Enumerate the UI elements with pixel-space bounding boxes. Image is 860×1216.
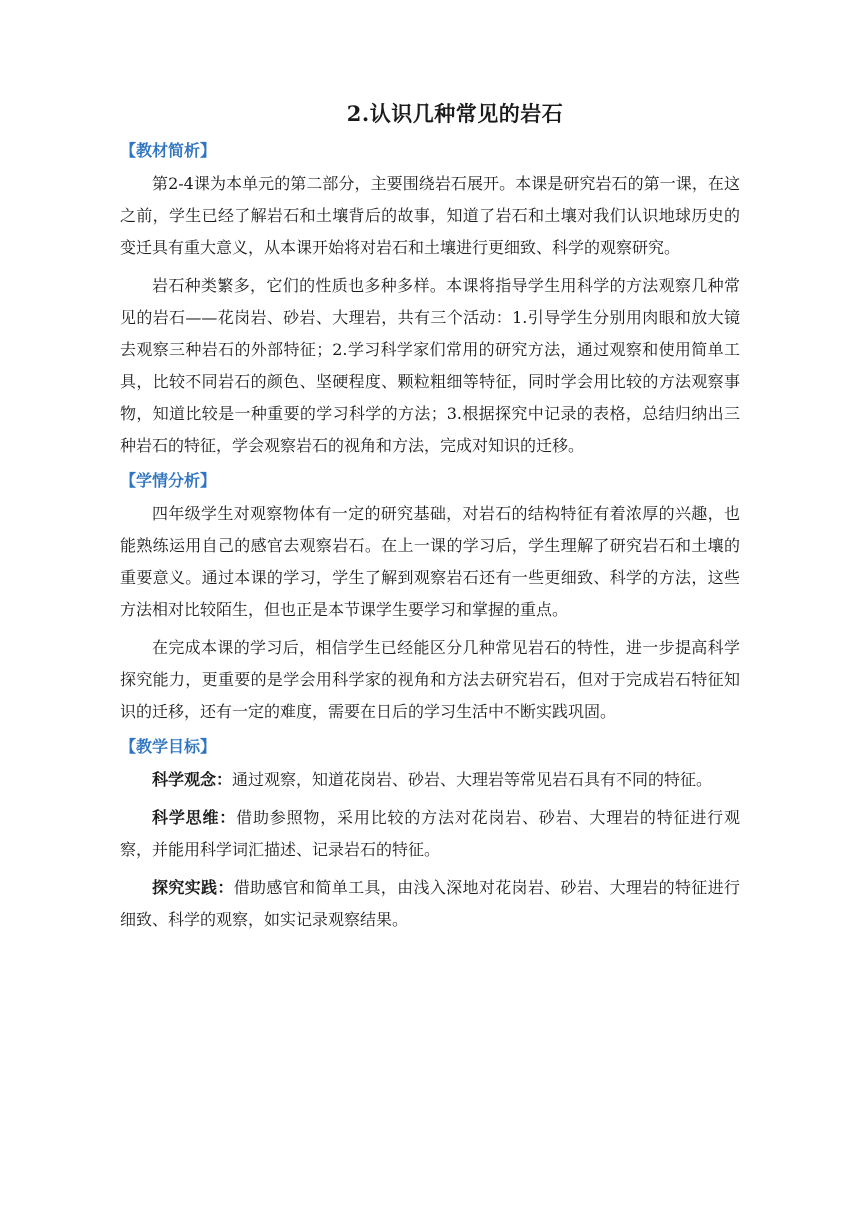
goal-paragraph bbox=[120, 764, 740, 796]
goal-label: 探究实践： bbox=[152, 878, 234, 897]
goal-label: 科学思维： bbox=[152, 808, 237, 827]
paragraph: 第2-4课为本单元的第二部分，主要围绕岩石展开。本课是研究岩石的第一课，在这之前，学生已经了解岩石和土壤背后的故事，知道了岩石和土壤对我们认识地球历史的变迁具有重大意义，从本课开始将对岩石和土壤进行更细致、科学的观察研究。 bbox=[120, 174, 740, 257]
section-learner-analysis bbox=[120, 468, 740, 728]
paragraph: 四年级学生对观察物体有一定的研究基础，对岩石的结构特征有着浓厚的兴趣，也能熟练运用自己的感官去观察岩石。在上一课的学习后，学生理解了研究岩石和土壤的重要意义。通过本课的学习，学生了解到观察岩石还有一些更细致、科学的方法，这些方法相对比较陌生，但也正是本节课学生要学习和掌握的重点。 bbox=[120, 504, 740, 619]
section-teaching-goals bbox=[120, 734, 740, 936]
document-title: 2.认识几种常见的岩石 bbox=[346, 101, 564, 126]
section-heading: 【教材简析】 bbox=[120, 141, 217, 160]
section-textbook-analysis bbox=[120, 138, 740, 462]
goal-label: 科学观念： bbox=[152, 770, 233, 789]
goal-text: 借助参照物，采用比较的方法对花岗岩、砂岩、大理岩的特征进行观察，并能用科学词汇描述、记录岩石的特征。 bbox=[120, 808, 740, 859]
goal-text: 借助感官和简单工具，由浅入深地对花岗岩、砂岩、大理岩的特征进行细致、科学的观察，如实记录观察结果。 bbox=[120, 878, 740, 929]
paragraph: 在完成本课的学习后，相信学生已经能区分几种常见岩石的特性，进一步提高科学探究能力，更重要的是学会用科学家的视角和方法去研究岩石，但对于完成岩石特征知识的迁移，还有一定的难度，需要在日后的学习生活中不断实践巩固。 bbox=[120, 638, 740, 721]
goal-text: 通过观察，知道花岗岩、砂岩、大理岩等常见岩石具有不同的特征。 bbox=[232, 770, 713, 789]
section-heading: 【学情分析】 bbox=[120, 471, 217, 490]
section-heading: 【教学目标】 bbox=[120, 737, 217, 756]
goal-paragraph bbox=[120, 802, 740, 866]
goal-paragraph bbox=[120, 872, 740, 936]
document-page bbox=[120, 98, 740, 942]
paragraph: 岩石种类繁多，它们的性质也多种多样。本课将指导学生用科学的方法观察几种常见的岩石——花岗岩、砂岩、大理岩，共有三个活动：1.引导学生分别用肉眼和放大镜去观察三种岩石的外部特征；2.学习科学家们常用的研究方法，通过观察和使用简单工具，比较不同岩石的颜色、坚硬程度、颗粒粗细等特征，同时学会用比较的方法观察事物，知道比较是一种重要的学习科学的方法；3.根据探究中记录的表格，总结归纳出三种岩石的特征，学会观察岩石的视角和方法，完成对知识的迁移。 bbox=[120, 276, 740, 455]
